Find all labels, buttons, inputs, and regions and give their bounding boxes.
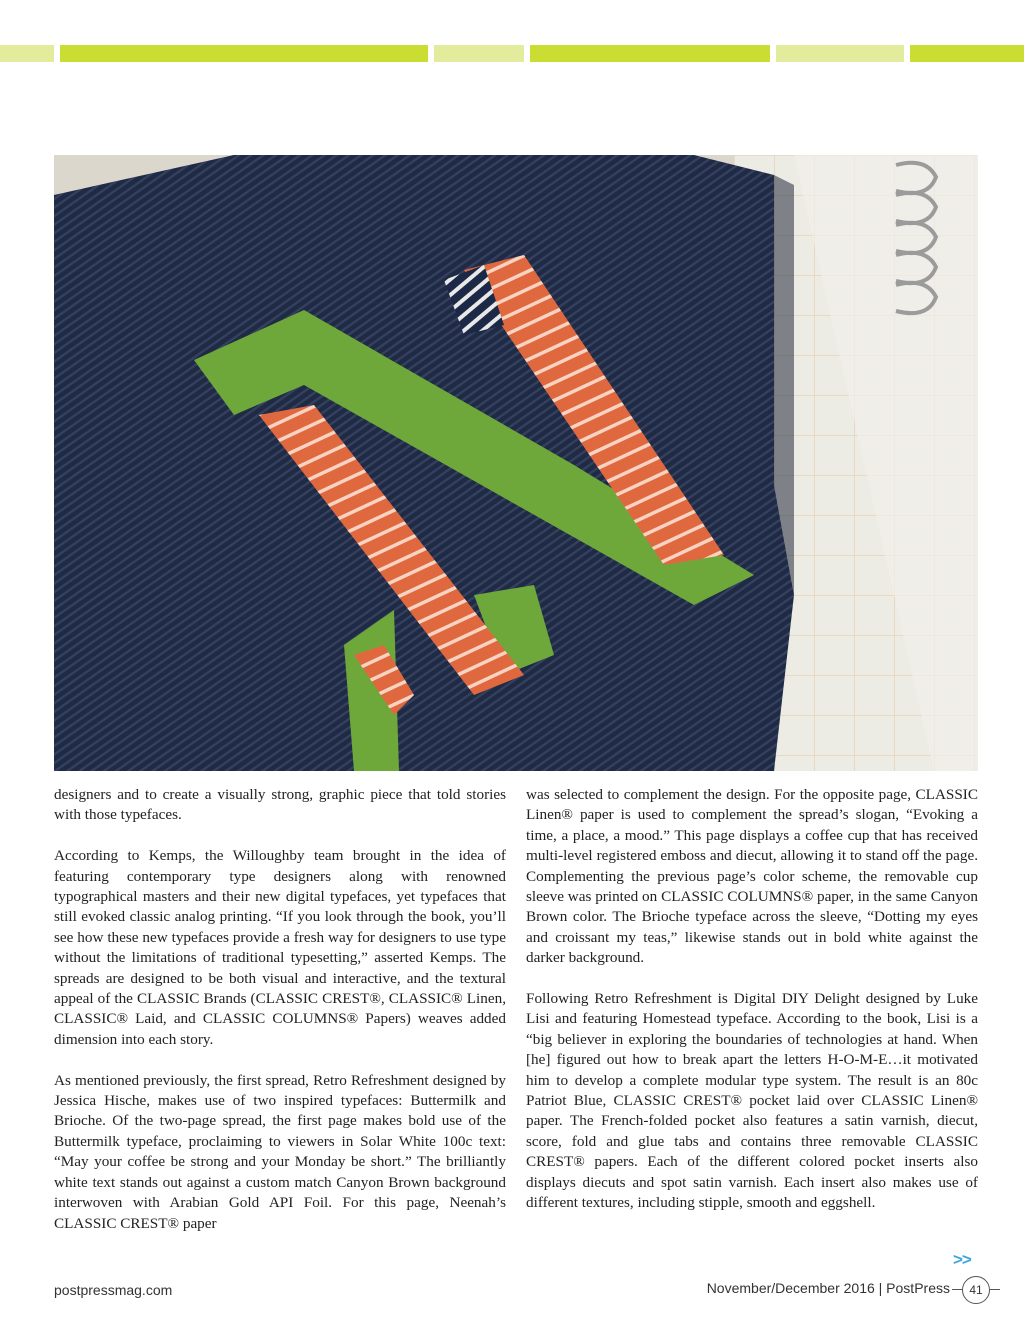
page-number: 41 [962,1276,990,1304]
paragraph: designers and to create a visually strong, graphic piece that told stories with those typefaces. [54,786,506,824]
page-number-rule-left [952,1289,962,1290]
footer-issue-text: November/December 2016 | PostPress [706,1280,950,1296]
paragraph: Following Retro Refreshment is Digital DIY Delight designed by Luke Lisi and featuring Homestead typeface. According to the book, Lisi is a “big believer in exploring the boundaries of technologies at hand. When [he] figured out how to break apart the letters H-O-M-E…it motivated him to develop a complete modular type system. The result is an 80c Patriot Blue, CLASSIC CREST® pocket laid over CLASSIC Linen® paper. The French-folded pocket also features a satin varnish, diecut, score, fold and glue tabs and contains three removable CLASSIC CREST® papers. Each of the different colored pocket inserts also displays diecuts and spot satin varnish. Each insert also makes use of different textures, including stipple, smooth and eggshell. [526,990,978,1212]
paragraph: was selected to complement the design. For the opposite page, CLASSIC Linen® paper is used to complement the spread’s slogan, “Evoking a time, a place, a mood.” This page displays a coffee cup that has received multi-level registered emboss and diecut, allowing it to stand off the page. Complementing the previous page’s color scheme, the removable cup sleeve was printed on CLASSIC COLUMNS® paper, in the same Canyon Brown color. The Brioche typeface across the sleeve, “Dotting my eyes and croissant my teas,” likewise stands out in bold white against the darker background. [526,786,978,967]
page-number-rule-right [990,1289,1000,1290]
article-column-left [54,785,506,1234]
diecut-letter-n-photo [54,155,978,771]
article-column-right [526,785,978,1214]
continued-arrow: >> [953,1250,971,1269]
footer-website: postpressmag.com [54,1282,173,1298]
footer-issue [707,1280,950,1296]
paragraph: As mentioned previously, the first spread, Retro Refreshment designed by Jessica Hische, makes use of two inspired typefaces: Buttermilk and Brioche. Of the two-page spread, the first page makes bold use of the Buttermilk typeface, proclaiming to viewers in Solar White 100c text: “May your coffee be strong and your Monday be short.” The brilliantly white text stands out against a custom match Canyon Brown background interwoven with Arabian Gold API Foil. For this page, Neenah’s CLASSIC CREST® paper [54,1071,506,1232]
paragraph: According to Kemps, the Willoughby team brought in the idea of featuring contemporary type designers along with renowned typographical masters and their new digital typefaces, yet typefaces that still evoked classic analog printing. “If you look through the book, you’ll see how these new typefaces provide a fresh way for designers to use type without the limitations of traditional typesetting,” asserted Kemps. The spreads are designed to be both visual and interactive, and the textural appeal of the CLASSIC Brands (CLASSIC CREST®, CLASSIC® Linen, CLASSIC® Laid, and CLASSIC COLUMNS® Papers) weaves added dimension into each story. [54,847,506,1048]
top-decorative-bar [0,45,1024,62]
